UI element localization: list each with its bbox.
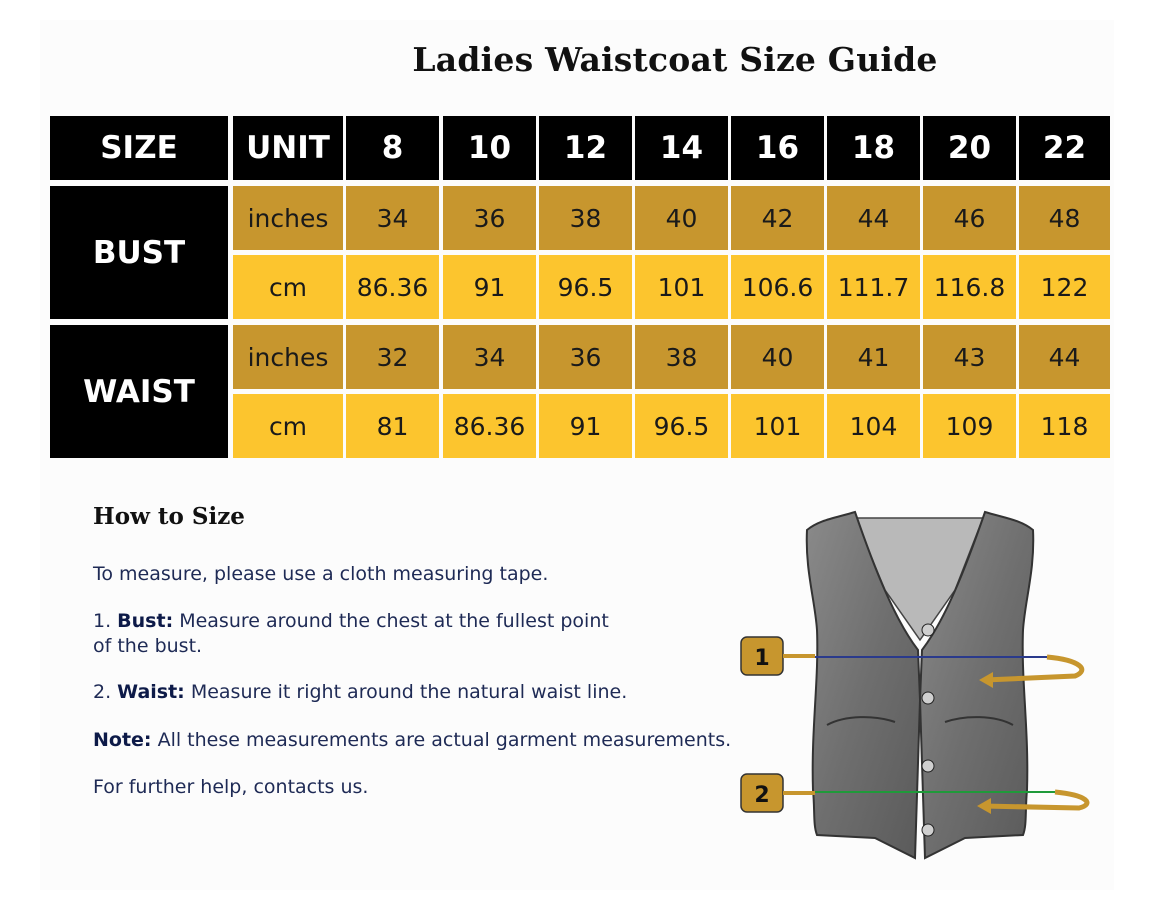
unit-cell: inches [233, 186, 343, 250]
table-cell: 34 [346, 186, 439, 250]
table-cell: 36 [539, 325, 632, 389]
table-cell: 44 [1019, 325, 1110, 389]
bust-label: Bust: [117, 610, 174, 632]
table-cell: 36 [443, 186, 536, 250]
table-cell: 91 [443, 255, 536, 319]
table-cell: 48 [1019, 186, 1110, 250]
page-title: Ladies Waistcoat Size Guide [412, 40, 938, 79]
header-size-8: 8 [346, 116, 439, 180]
table-cell: 40 [635, 186, 728, 250]
header-unit: UNIT [233, 116, 343, 180]
intro-text: To measure, please use a cloth measuring tape. [93, 563, 549, 585]
help-text: For further help, contacts us. [93, 776, 369, 798]
table-cell: 122 [1019, 255, 1110, 319]
table-cell: 91 [539, 394, 632, 458]
table-cell: 86.36 [346, 255, 439, 319]
table-cell: 106.6 [731, 255, 824, 319]
bust-instruction [93, 609, 609, 659]
table-cell: 46 [923, 186, 1016, 250]
button-1 [922, 624, 934, 636]
header-size-16: 16 [731, 116, 824, 180]
table-cell: 32 [346, 325, 439, 389]
button-3 [922, 760, 934, 772]
table-cell: 118 [1019, 394, 1110, 458]
waist-text: Measure it right around the natural waist line. [184, 681, 628, 703]
header-size-18: 18 [827, 116, 920, 180]
unit-cell: cm [233, 394, 343, 458]
table-cell: 34 [443, 325, 536, 389]
bust-text-line1: Measure around the chest at the fullest point [173, 610, 609, 632]
table-cell: 40 [731, 325, 824, 389]
table-cell: 96.5 [539, 255, 632, 319]
button-2 [922, 692, 934, 704]
table-cell: 96.5 [635, 394, 728, 458]
waist-label: Waist: [117, 681, 185, 703]
table-cell: 101 [731, 394, 824, 458]
table-cell: 38 [539, 186, 632, 250]
waist-prefix: 2. [93, 681, 118, 703]
table-cell: 43 [923, 325, 1016, 389]
table-cell: 109 [923, 394, 1016, 458]
table-cell: 104 [827, 394, 920, 458]
note-body: All these measurements are actual garment measurements. [151, 729, 732, 751]
header-size-20: 20 [923, 116, 1016, 180]
bust-text-line2: of the bust. [93, 635, 203, 657]
note-text [93, 728, 731, 753]
table-cell: 44 [827, 186, 920, 250]
table-cell: 42 [731, 186, 824, 250]
button-4 [922, 824, 934, 836]
table-cell: 116.8 [923, 255, 1016, 319]
bust-prefix: 1. [93, 610, 118, 632]
header-size-12: 12 [539, 116, 632, 180]
unit-cell: cm [233, 255, 343, 319]
table-cell: 41 [827, 325, 920, 389]
unit-cell: inches [233, 325, 343, 389]
header-size: SIZE [50, 116, 228, 180]
group-label-bust: BUST [50, 186, 228, 319]
note-label: Note: [93, 729, 152, 751]
table-cell: 101 [635, 255, 728, 319]
table-cell: 38 [635, 325, 728, 389]
how-to-size-heading: How to Size [93, 503, 245, 530]
group-label-waist: WAIST [50, 325, 228, 458]
bust-marker-number: 1 [754, 646, 770, 671]
waist-marker-number: 2 [754, 783, 770, 808]
table-cell: 81 [346, 394, 439, 458]
header-size-10: 10 [443, 116, 536, 180]
header-size-14: 14 [635, 116, 728, 180]
table-cell: 86.36 [443, 394, 536, 458]
waist-instruction [93, 680, 627, 705]
waistcoat-illustration [735, 490, 1105, 870]
header-size-22: 22 [1019, 116, 1110, 180]
table-cell: 111.7 [827, 255, 920, 319]
